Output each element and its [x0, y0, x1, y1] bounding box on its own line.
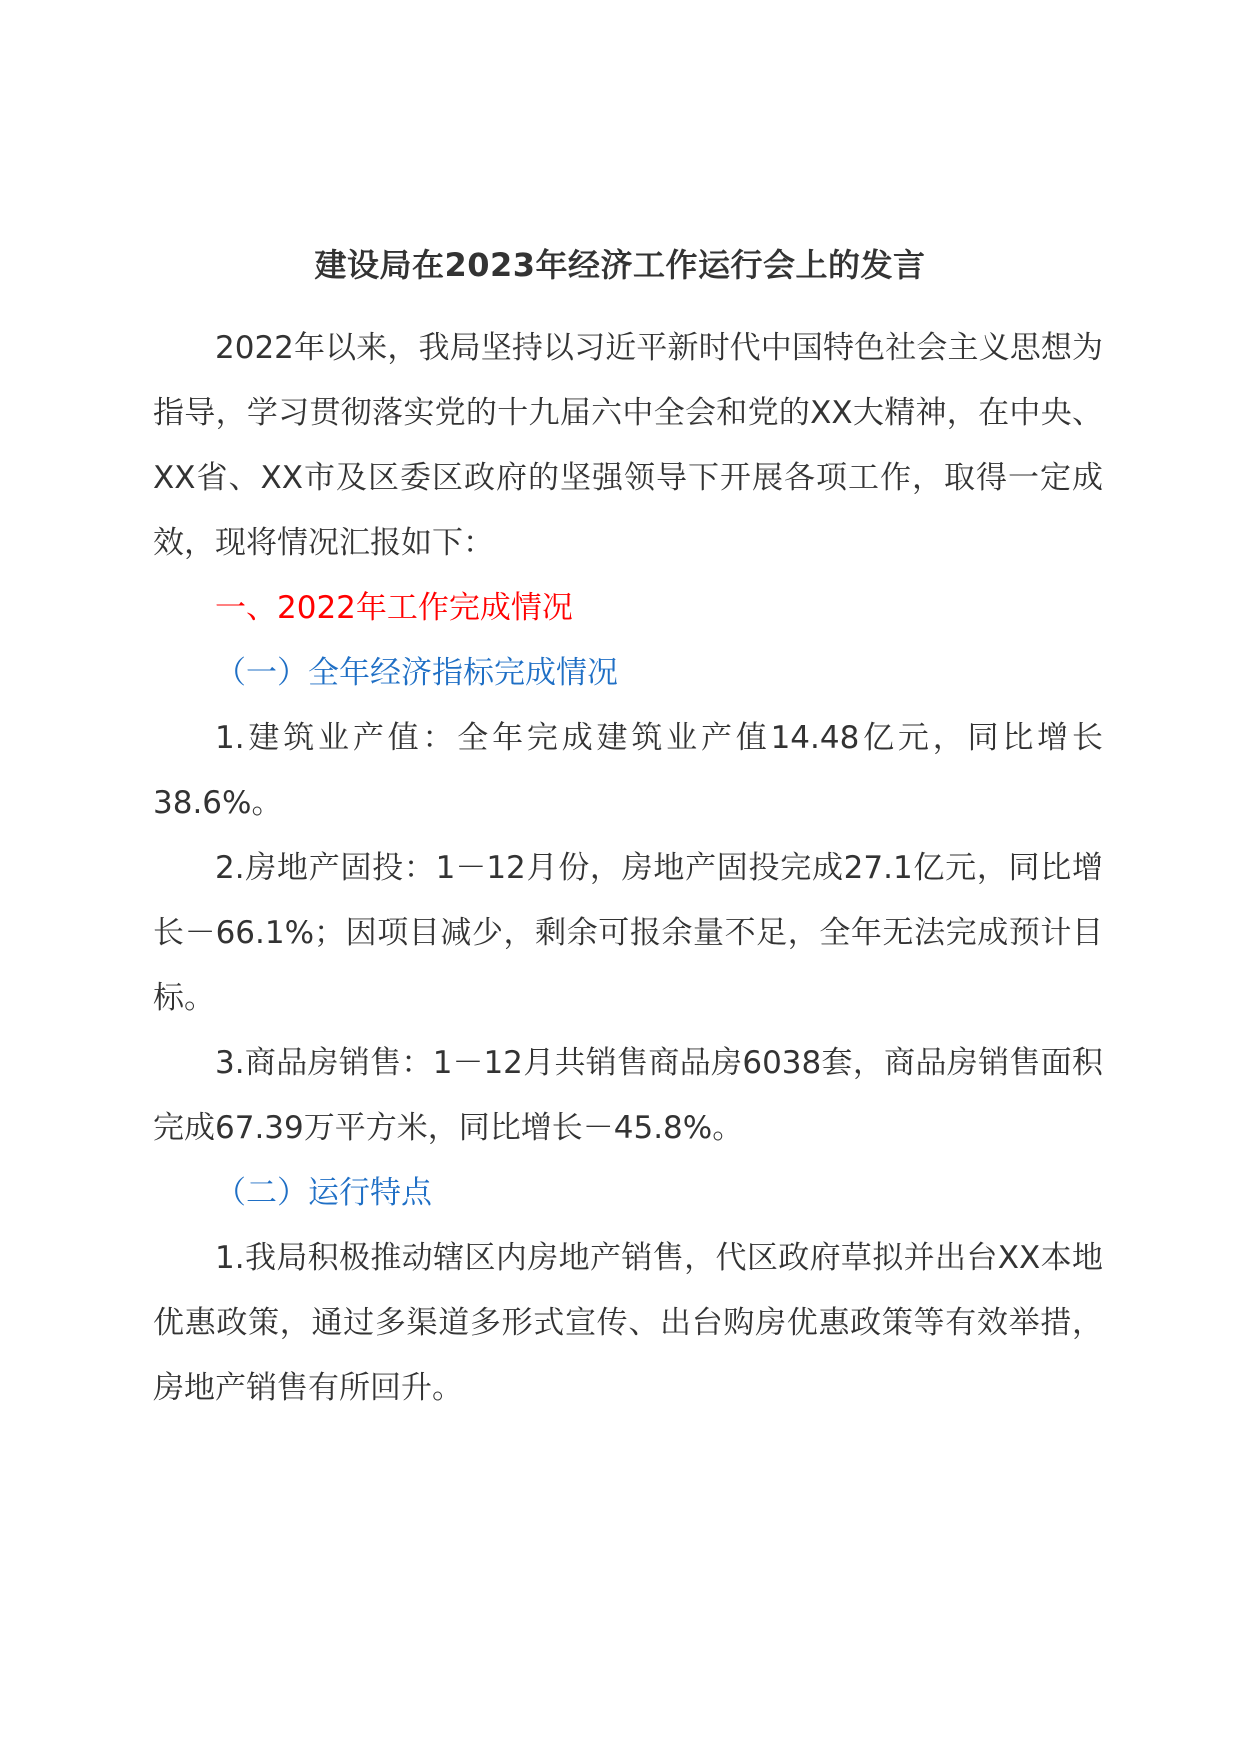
section-heading: 一、2022年工作完成情况: [215, 590, 573, 626]
subsection-heading: （二）运行特点: [215, 1175, 432, 1211]
document-body: [153, 316, 1103, 1421]
indicator-item: 2.房地产固投：1－12月份，房地产固投完成27.1亿元，同比增长－66.1%；因项目减少，剩余可报余量不足，全年无法完成预计目标。: [153, 850, 1103, 1016]
feature-item: 1.我局积极推动辖区内房地产销售，代区政府草拟并出台XX本地优惠政策，通过多渠道多形式宣传、出台购房优惠政策等有效举措，房地产销售有所回升。: [153, 1240, 1103, 1406]
indicator-item: 1.建筑业产值：全年完成建筑业产值14.48亿元，同比增长38.6%。: [153, 720, 1103, 821]
subsection-heading: （一）全年经济指标完成情况: [215, 655, 618, 691]
intro-paragraph: 2022年以来，我局坚持以习近平新时代中国特色社会主义思想为指导，学习贯彻落实党的十九届六中全会和党的XX大精神，在中央、XX省、XX市及区委区政府的坚强领导下开展各项工作，取得一定成效，现将情况汇报如下：: [153, 330, 1103, 561]
indicator-item: 3.商品房销售：1－12月共销售商品房6038套，商品房销售面积完成67.39万平方米，同比增长－45.8%。: [153, 1045, 1103, 1146]
document-title: 建设局在2023年经济工作运行会上的发言: [314, 246, 926, 284]
